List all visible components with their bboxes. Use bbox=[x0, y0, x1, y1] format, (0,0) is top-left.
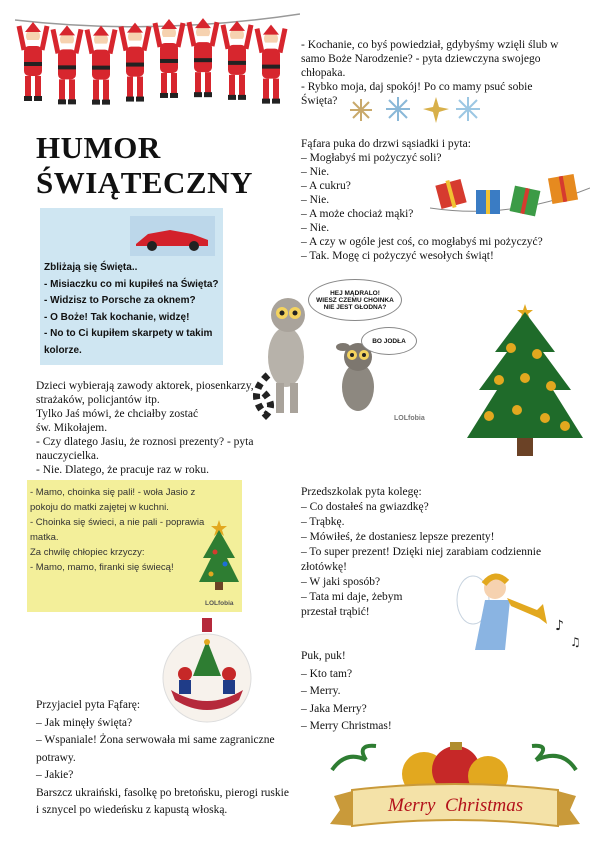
joke-friend: Przyjaciel pyta Fąfarę: – Jak minęły święta? – Wspaniale! Żona serwowała mi same zagraniczne potrawy. – Jakie? Barszcz ukraiński, fasolkę po bretońsku, pierogi ruskie i sznycel po wiedeńsku z kapustą włoską. bbox=[36, 699, 289, 816]
snowflake-icons bbox=[346, 95, 486, 125]
joke-knock: Puk, puk! – Kto tam? – Merry. – Jaka Merry? – Merry Christmas! bbox=[301, 650, 392, 732]
christmas-tree-image bbox=[455, 290, 595, 480]
snowflake-icon bbox=[456, 97, 480, 121]
santa-icon bbox=[121, 23, 149, 102]
lemur-watermark: LOLfobia bbox=[394, 415, 425, 422]
joke-neighbor: Fąfara puka do drzwi sąsiadki i pyta: – Mogłabyś mi pożyczyć soli? – Nie. – A cukru? – Nie. – A może chociaż mąki? – Nie. – A czy w ogóle jest coś, co mogłabyś mi pożyczyć? – Tak. Mogę ci pożyczyć wesołych świąt! bbox=[301, 138, 543, 262]
joke-couple: - Kochanie, co byś powiedział, gdybyśmy wzięli ślub w samo Boże Narodzenie? - pyta dziewczyna swojego chłopaka. - Rybko moja, daj spokój! Po co mamy psuć sobie Święta? bbox=[301, 39, 559, 107]
car-icon bbox=[130, 216, 215, 256]
speech-bubble-big: HEJ MĄDRALO! WIESZ CZEMU CHOINKA NIE JEST GŁODNA? bbox=[308, 279, 402, 321]
speech-bubble-small: BO JODŁA bbox=[361, 327, 417, 355]
santa-icon bbox=[19, 22, 47, 101]
santa-garland-image bbox=[15, 8, 300, 108]
porsche-meme-image bbox=[40, 208, 223, 365]
tree-meme-text: - Mamo, choinka się pali! - woła Jasio z pokoju do matki zajętej w kuchni. - Choinka się świeci, a nie pali - poprawia matka. Za chwilę chłopiec krzyczy: - Mamo, mamo, firanki się świecą! bbox=[30, 487, 205, 573]
tree-meme-watermark: LOLfobia bbox=[205, 600, 234, 607]
snowflake-icon bbox=[350, 99, 372, 121]
joke-actors: Dzieci wybierają zawody aktorek, piosenkarzy, strażaków, policjantów itp. Tylko Jaś mówi, że chciałby zostać św. Mikołajem. - Czy dlatego Jasiu, że roznosi prezenty? - pyta nauczycielka. - Nie. Dlatego, że pracuje raz w roku. bbox=[36, 380, 254, 476]
svg-text:♫: ♫ bbox=[570, 635, 581, 649]
tree-icon bbox=[197, 518, 241, 596]
merry-christmas-banner-image bbox=[326, 740, 584, 836]
joke-preschool: Przedszkolak pyta kolegę: – Co dostałeś na gwiazdkę? – Trąbkę. – Mówiłeś, że dostaniesz lepsze prezenty! – To super prezent! Dzięki niej zarabiam codziennie złotówkę! – W jaki sposób? – Tata mi daje, żebym przestał trąbić! bbox=[301, 486, 542, 618]
santa-icon bbox=[53, 25, 81, 104]
snowflake-icon bbox=[386, 97, 410, 121]
santa-icon bbox=[257, 25, 285, 104]
santa-icon bbox=[87, 26, 115, 105]
santa-icon bbox=[155, 19, 183, 98]
merry-christmas-text: Merry Christmas bbox=[388, 795, 524, 816]
santa-icon bbox=[223, 21, 251, 100]
tree-meme-image bbox=[27, 480, 242, 612]
star-icon bbox=[423, 97, 449, 123]
gifts-image bbox=[430, 168, 590, 228]
page-title: HUMOR ŚWIĄTECZNY bbox=[36, 130, 253, 200]
santa-icon bbox=[189, 18, 217, 97]
svg-text:♪: ♪ bbox=[555, 618, 564, 634]
porsche-meme-caption: Zbliżają się Święta.. - Misiaczku co mi kupiłeś na Święta? - Widzisz to Porsche za oknem? - O Boże! Tak kochanie, widzę! - No to Ci kupiłem skarpety w takim kolorze. bbox=[44, 262, 219, 356]
